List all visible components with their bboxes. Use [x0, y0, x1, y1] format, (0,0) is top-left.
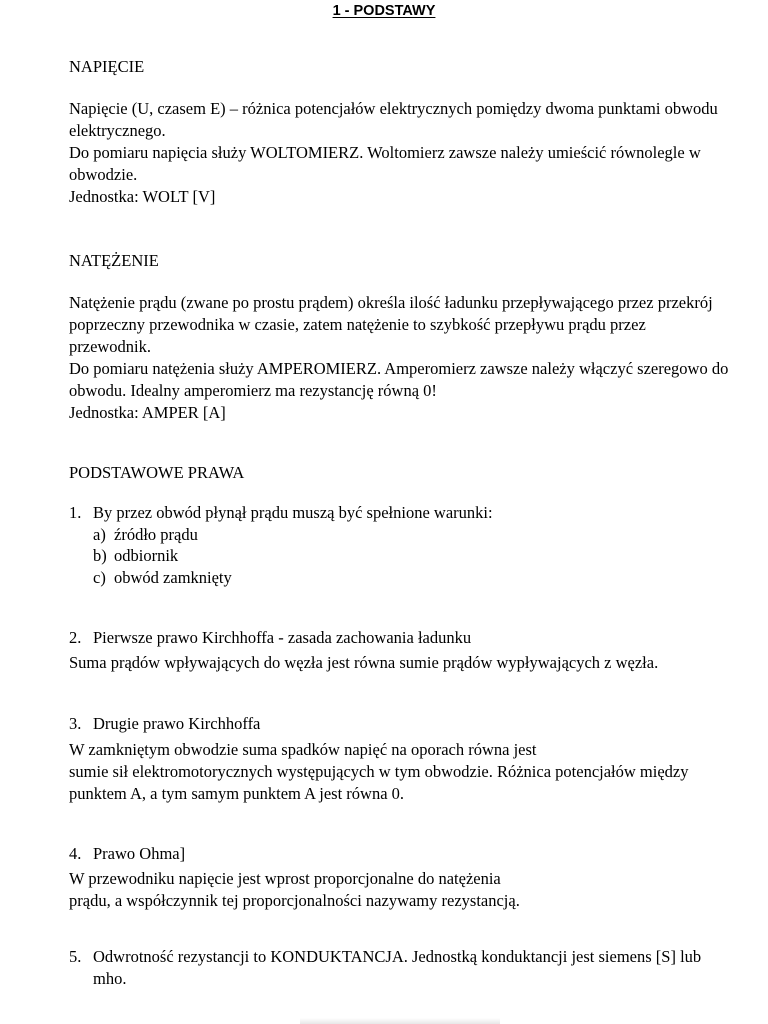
sub-item-b — [93, 545, 178, 567]
list-item-5 — [69, 946, 701, 968]
paragraph-line: prądu, a współczynnik tej proporcjonalności nazywamy rezystancją. — [69, 891, 520, 910]
list-item-3 — [69, 713, 260, 735]
list-item-2-body: Suma prądów wpływających do węzła jest równa sumie prądów wypływających z węzła. — [69, 653, 659, 672]
list-number: 2. — [69, 628, 82, 647]
section-heading-natezenie: NATĘŻENIE — [69, 251, 159, 270]
sub-item-text: źródło prądu — [114, 525, 198, 544]
sub-item-c — [93, 567, 232, 589]
paragraph-line: Jednostka: AMPER [A] — [69, 403, 226, 422]
list-number: 4. — [69, 844, 82, 863]
list-item-4-body — [69, 868, 729, 912]
list-item-2 — [69, 627, 471, 649]
section-body-natezenie — [69, 292, 729, 424]
section-body-napiecie — [69, 98, 729, 208]
paragraph-line: W przewodniku napięcie jest wprost proporcjonalne do natężenia — [69, 869, 501, 888]
list-item-1 — [69, 502, 493, 524]
list-item-3-body — [69, 739, 729, 805]
list-item-4 — [69, 843, 185, 865]
page-title: 1 - PODSTAWY — [332, 3, 436, 19]
page-edge-shade — [300, 1018, 500, 1024]
paragraph-line: Napięcie (U, czasem E) – różnica potencjałów elektrycznych pomiędzy dwoma punktami obwodu — [69, 99, 718, 118]
sub-letter: a) — [93, 525, 106, 544]
sub-item-text: odbiornik — [114, 546, 179, 565]
sub-item-a — [93, 524, 198, 546]
paragraph-line: elektrycznego. — [69, 121, 166, 140]
paragraph-line: Do pomiaru natężenia służy AMPEROMIERZ. Amperomierz zawsze należy włączyć szeregowo do — [69, 359, 729, 378]
section-heading-napiecie: NAPIĘCIE — [69, 57, 145, 76]
paragraph-line: poprzeczny przewodnika w czasie, zatem natężenie to szybkość przepływu prądu przez — [69, 315, 646, 334]
paragraph-line: W zamkniętym obwodzie suma spadków napięć na oporach równa jest — [69, 740, 537, 759]
list-item-text: By przez obwód płynął prądu muszą być spełnione warunki: — [93, 503, 493, 522]
list-number: 3. — [69, 714, 82, 733]
paragraph-line: sumie sił elektromotorycznych występujących w tym obwodzie. Różnica potencjałów między — [69, 762, 689, 781]
list-item-text: Pierwsze prawo Kirchhoffa - zasada zachowania ładunku — [93, 628, 472, 647]
list-item-5-continuation: mho. — [93, 969, 127, 988]
sub-letter: c) — [93, 568, 106, 587]
list-item-text: Prawo Ohma] — [93, 844, 186, 863]
section-heading-prawa: PODSTAWOWE PRAWA — [69, 463, 245, 482]
list-item-text: Drugie prawo Kirchhoffa — [93, 714, 261, 733]
paragraph-line: przewodnik. — [69, 337, 152, 356]
paragraph-line: obwodu. Idealny amperomierz ma rezystancję równą 0! — [69, 381, 437, 400]
list-number: 5. — [69, 947, 82, 966]
list-number: 1. — [69, 503, 82, 522]
sub-letter: b) — [93, 546, 107, 565]
paragraph-line: obwodzie. — [69, 165, 138, 184]
list-item-text: Odwrotność rezystancji to KONDUKTANCJA. Jednostką konduktancji jest siemens [S] lub — [93, 947, 702, 966]
paragraph-line: Natężenie prądu (zwane po prostu prądem) określa ilość ładunku przepływającego przez przekrój — [69, 293, 713, 312]
sub-item-text: obwód zamknięty — [114, 568, 232, 587]
paragraph-line: Jednostka: WOLT [V] — [69, 187, 216, 206]
paragraph-line: punktem A, a tym samym punktem A jest równa 0. — [69, 784, 405, 803]
paragraph-line: Do pomiaru napięcia służy WOLTOMIERZ. Woltomierz zawsze należy umieścić równolegle w — [69, 143, 701, 162]
